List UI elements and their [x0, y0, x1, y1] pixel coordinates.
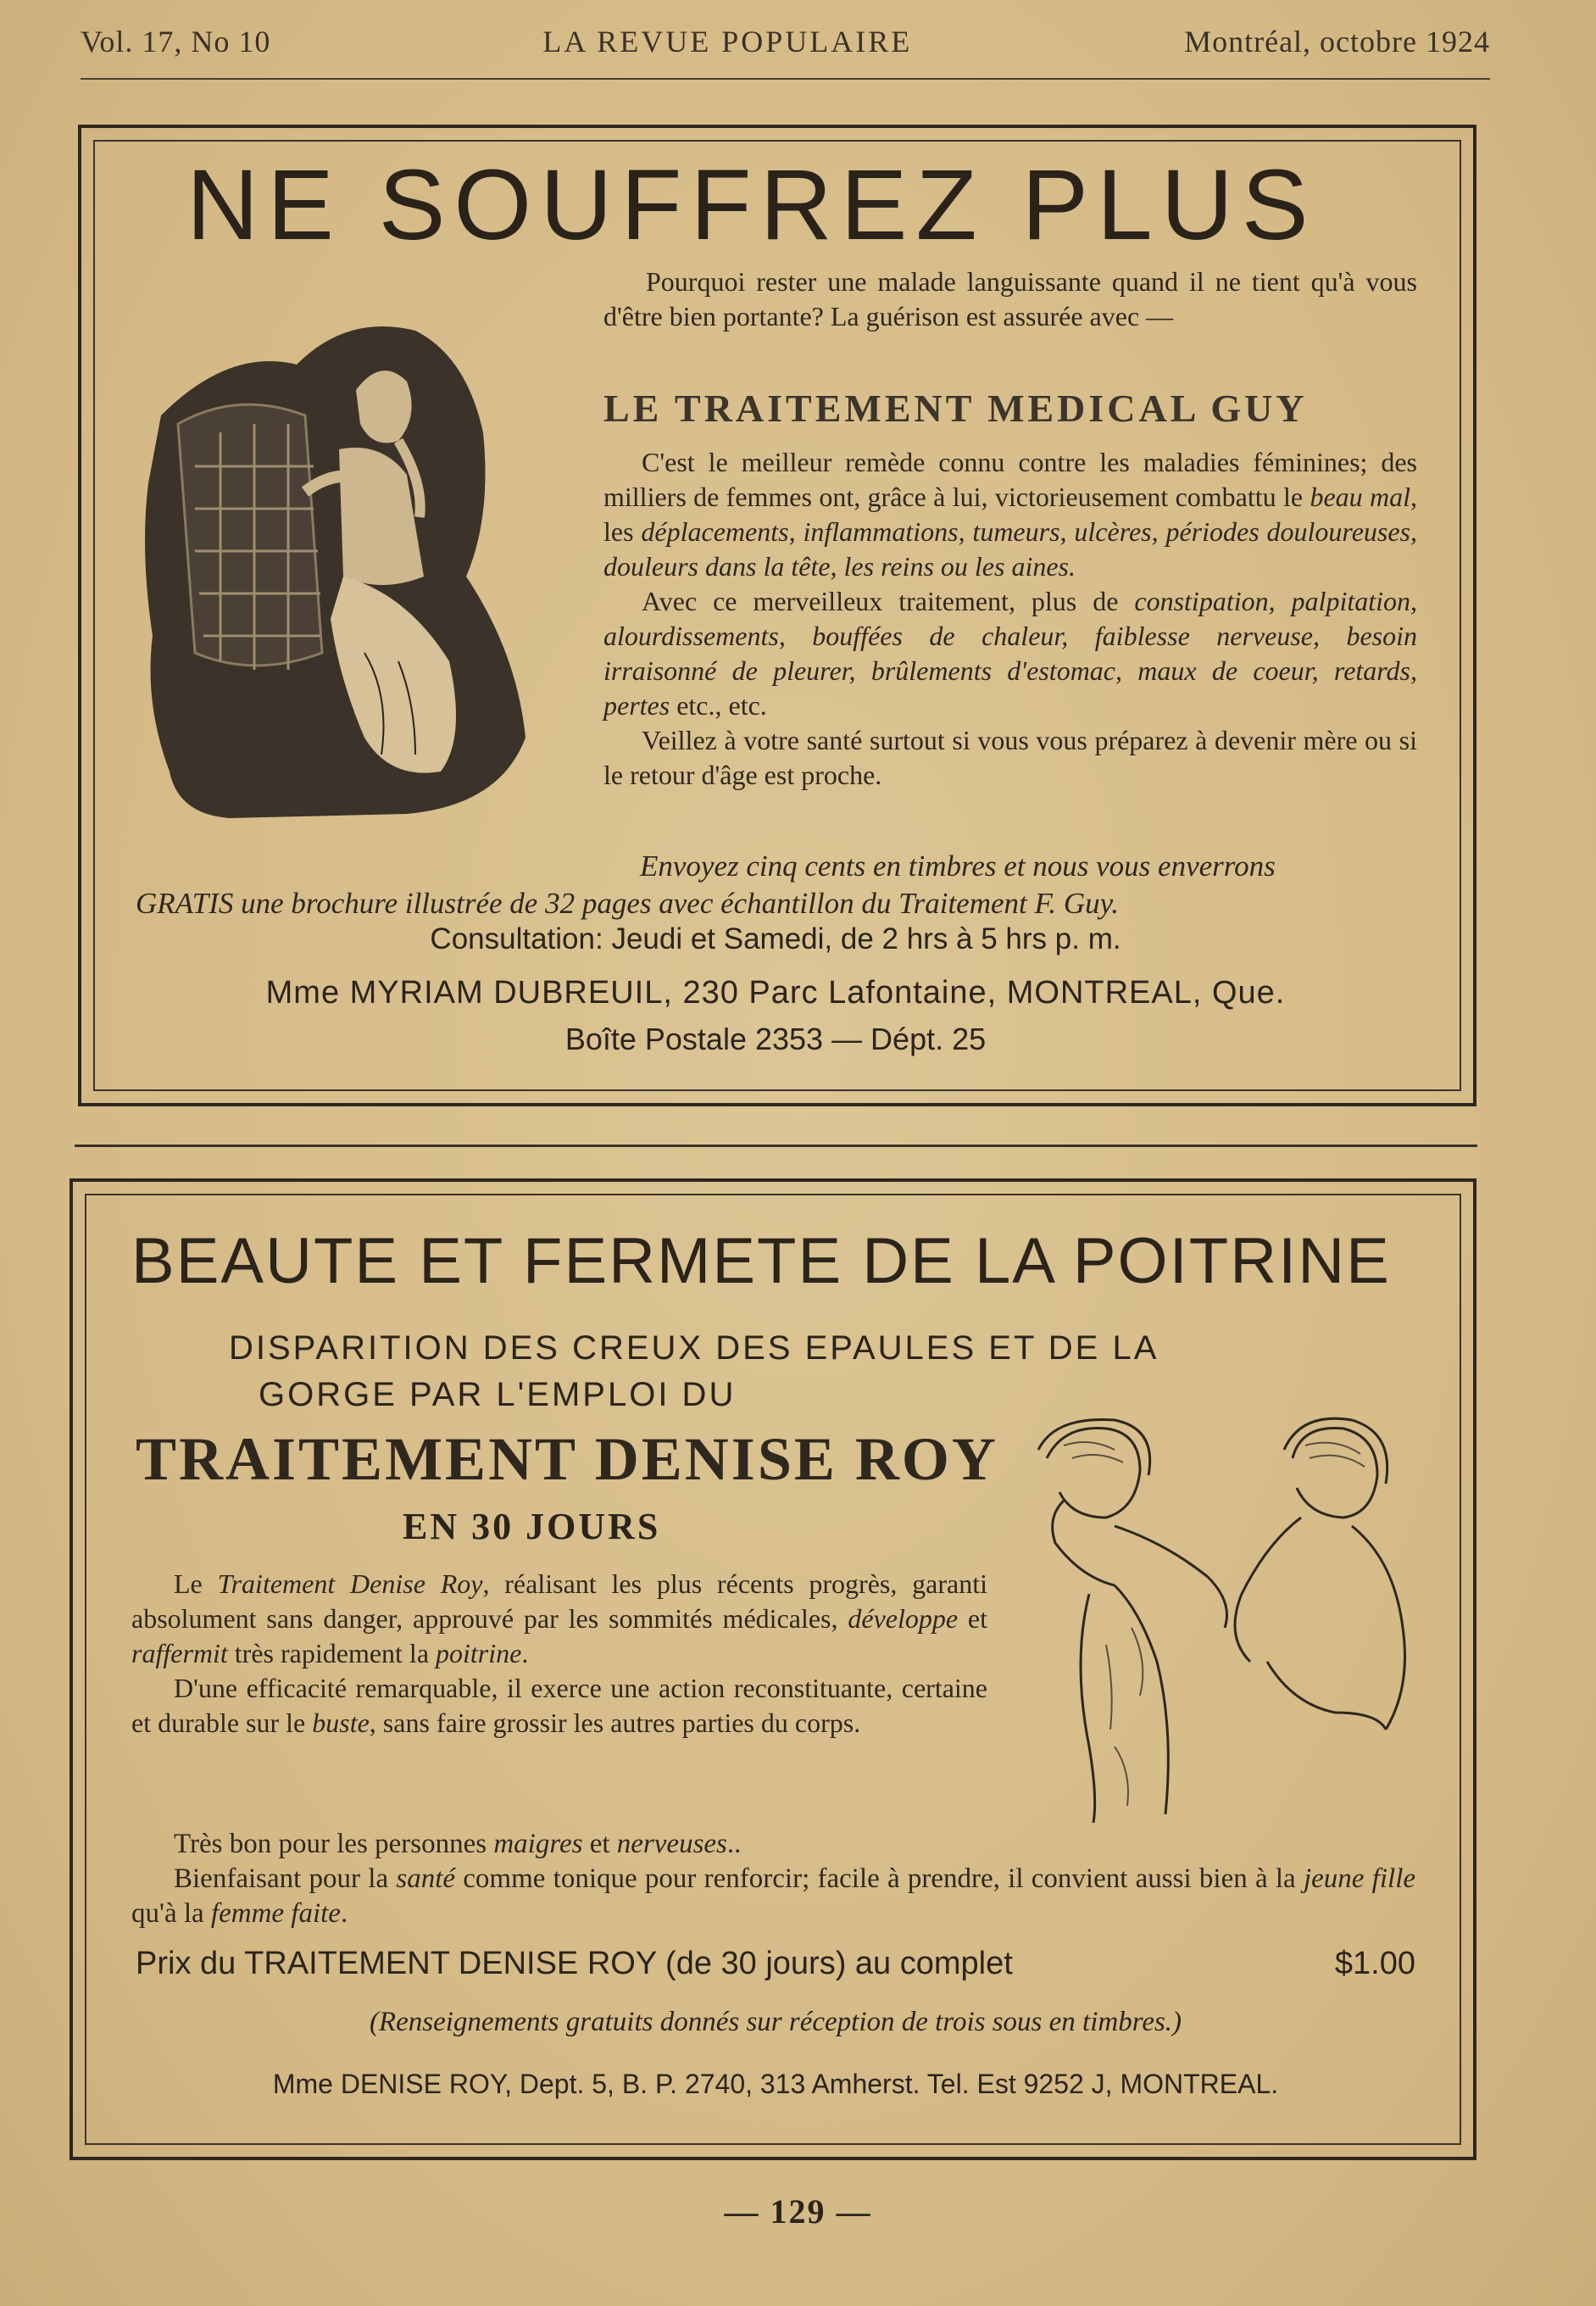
ad1-paragraph-1 — [603, 445, 1417, 584]
ad1-headline: NE SOUFFREZ PLUS — [186, 149, 1317, 261]
ad1-p1-italic: beau mal — [1310, 482, 1411, 512]
ad1-consultation-hours: Consultation: Jeudi et Samedi, de 2 hrs à 5 hrs p. m. — [430, 922, 1121, 955]
ad2-p4-italic-2: jeune fille — [1303, 1863, 1416, 1894]
ad2-price-value: $1.00 — [1334, 1946, 1415, 1981]
ad1-p2-text: Avec ce merveilleux traitement, plus de — [642, 586, 1135, 616]
ad2-p4-italic-1: santé — [396, 1863, 456, 1894]
ad1-offer-line-2: GRATIS une brochure illustrée de 32 pages avec échantillon du Traitement F. Guy. — [136, 887, 1119, 920]
volume-number: Vol. 17, No 10 — [81, 25, 271, 58]
ad2-p2-text: D'une efficacité remarquable, il exerce une action reconstituante, certaine et durable sur le — [131, 1673, 987, 1738]
ad2-headline: BEAUTE ET FERMETE DE LA POITRINE — [131, 1225, 1391, 1297]
ad2-duration: EN 30 JOURS — [403, 1506, 661, 1547]
ad2-p2-italic: buste — [312, 1707, 370, 1738]
ad2-product-name: TRAITEMENT DENISE ROY — [136, 1425, 998, 1493]
ad2-p3-text-2: et — [582, 1829, 617, 1859]
ad2-p1-italic-1: développe — [848, 1603, 959, 1634]
ad2-p3-italic-2: nerveuses — [616, 1829, 727, 1859]
ad2-p1-text-3: et — [958, 1603, 988, 1634]
ad2-subheadline-line-2: GORGE PAR L'EMPLOI DU — [259, 1376, 737, 1413]
issue-date: Montréal, octobre 1924 — [1184, 25, 1490, 58]
ad1-p1-text-2: , les — [603, 482, 1418, 547]
page-number: — 129 — — [724, 2192, 872, 2231]
ad1-offer — [136, 848, 1415, 922]
ad2-p4-end: . — [340, 1898, 348, 1929]
ad2-price-label: Prix du TRAITEMENT DENISE ROY (de 30 jours) au complet — [136, 1946, 1013, 1981]
header-rule — [81, 78, 1490, 80]
ad2-p2-text-2: , sans faire grossir les autres parties du corps. — [369, 1707, 861, 1738]
ad1-paragraph-3: Veillez à votre santé surtout si vous vous préparez à devenir mère ou si le retour d'âge est proche. — [603, 725, 1417, 790]
ad2-p1-italic-3: poitrine — [436, 1638, 522, 1668]
section-divider — [75, 1145, 1477, 1147]
ad1-offer-line-1: Envoyez cinq cents en timbres et nous vous enverrons — [640, 849, 1276, 883]
ad2-p3-text: Très bon pour les personnes — [174, 1829, 494, 1859]
ad2-address: Mme DENISE ROY, Dept. 5, B. P. 2740, 313 Amherst. Tel. Est 9252 J, MONTREAL. — [272, 2069, 1279, 2099]
ad1-address: Mme MYRIAM DUBREUIL, 230 Parc Lafontaine, MONTREAL, Que. — [265, 975, 1286, 1011]
ad1-paragraph-2 — [603, 584, 1417, 723]
ad2-paragraph-4 — [131, 1862, 1415, 1931]
publication-title: LA REVUE POPULAIRE — [542, 25, 913, 58]
ad2-subheadline — [229, 1325, 1331, 1418]
ad2-paragraph-1 — [131, 1567, 987, 1671]
woman-in-chair-illustration — [127, 297, 542, 822]
ad1-p1-text: C'est le meilleur remède connu contre les maladies féminines; des milliers de femmes ont, grâce à lui, victorieusement combattu le — [603, 447, 1417, 512]
ad2-p3-end: .. — [726, 1829, 742, 1859]
ad2-p1-text: Le — [174, 1568, 218, 1599]
ad2-paragraph-3 — [131, 1827, 1415, 1862]
ad1-body — [603, 445, 1417, 793]
ad2-subheadline-line-1: DISPARITION DES CREUX DES EPAULES ET DE LA — [229, 1329, 1159, 1367]
ad1-p2-symptoms: constipation, palpitation, alourdissements, bouffées de chaleur, faiblesse nerveuse, besoin irraisonné de pleurer, brûlements d'estomac, maux de coeur, retards, pertes — [603, 586, 1418, 721]
ad2-p1-italic-2: raffermit — [131, 1638, 228, 1668]
two-women-illustration — [1013, 1407, 1420, 1827]
ad2-p4-text: Bienfaisant pour la — [174, 1863, 397, 1894]
ad1-intro-paragraph: Pourquoi rester une malade languissante quand il ne tient qu'à vous d'être bien portante? La guérison est assurée avec — — [603, 266, 1417, 331]
ad2-p1-end: . — [521, 1638, 529, 1668]
ad2-body — [131, 1567, 987, 1741]
running-header — [81, 24, 1490, 66]
ad2-p4-text-2: comme tonique pour renforcir; facile à prendre, il convient aussi bien à la — [455, 1863, 1304, 1894]
ad2-p1-product: Traitement Denise Roy — [217, 1568, 483, 1599]
ad1-p1-symptoms: déplacements, inflammations, tumeurs, ulcères, périodes douloureuses, douleurs dans la tête, les reins ou les aines. — [603, 516, 1418, 582]
ad2-p4-italic-3: femme faite — [210, 1898, 341, 1929]
ad2-info-note: (Renseignements gratuits donnés sur réception de trois sous en timbres.) — [369, 2007, 1182, 2037]
ad2-p3-italic-1: maigres — [493, 1829, 583, 1859]
ad2-p4-text-3: qu'à la — [131, 1898, 211, 1929]
ad2-price-line — [136, 1946, 1415, 1982]
ad1-product-name: LE TRAITEMENT MEDICAL GUY — [603, 387, 1308, 430]
ad1-postal-box: Boîte Postale 2353 — Dépt. 25 — [564, 1022, 987, 1056]
ad2-p1-text-4: très rapidement la — [227, 1638, 437, 1668]
ad2-paragraph-2 — [131, 1671, 987, 1741]
ad1-p2-text-2: etc., etc. — [670, 690, 767, 721]
ad2-body-continued — [131, 1827, 1415, 1931]
ad2-p1-text-2: , réalisant les plus récents progrès, garanti absolument sans danger, approuvé par les sommités médicales, — [131, 1568, 988, 1634]
